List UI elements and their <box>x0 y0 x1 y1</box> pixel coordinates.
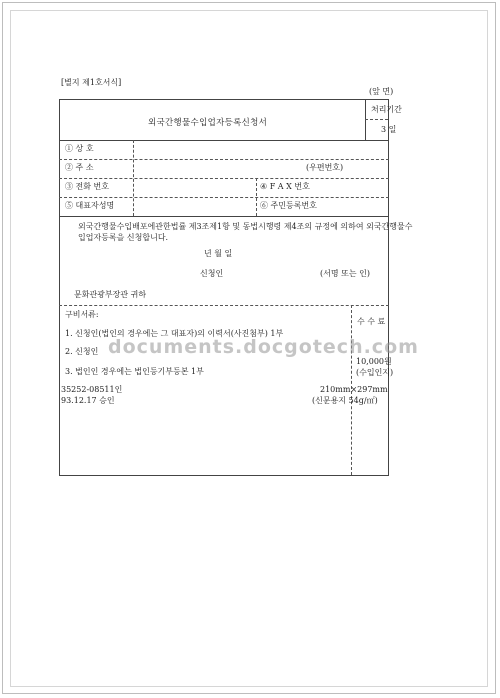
required-docs-title: 구비서류: <box>65 310 99 319</box>
trade-name-label: ① 상 호 <box>65 144 94 153</box>
form-left-border <box>59 99 60 476</box>
fee-amount: 10,000원 <box>356 357 392 366</box>
front-side-label: (앞 면) <box>369 87 394 96</box>
required-doc-2: 2. 신청인 <box>65 347 99 356</box>
form-right-border <box>388 99 389 476</box>
postal-code-label: (우편번호) <box>306 163 344 172</box>
processing-period-value: 3 일 <box>381 125 397 134</box>
fee-label: 수 수 료 <box>357 317 386 326</box>
paper-type: (신문용지 54g/㎡) <box>312 396 378 405</box>
address-label: ② 주 소 <box>65 163 94 172</box>
row-divider-1 <box>59 159 389 160</box>
statement-bottom-border <box>59 305 389 306</box>
middle-column-divider <box>256 178 257 216</box>
label-column-divider <box>133 140 134 216</box>
form-bottom-border <box>59 475 389 476</box>
fax-label: ④ F A X 번호 <box>260 182 310 191</box>
required-doc-3: 3. 법인인 경우에는 법인등기부등본 1부 <box>65 367 204 376</box>
fee-note: (수입인지) <box>356 368 394 377</box>
resident-number-label: ⑥ 주민등록번호 <box>260 201 317 210</box>
processing-dash <box>365 119 388 120</box>
date-line: 년 월 일 <box>204 249 233 258</box>
form-title: 외국간행물수입업자등록신청서 <box>148 118 268 128</box>
application-statement: 외국간행물수입배포에관한법률 제3조제1항 및 동법시행령 제4조의 규정에 의하여 외국간행물수입업자등록을 신청합니다. <box>78 222 413 242</box>
representative-label: ⑤ 대표자성명 <box>65 201 115 210</box>
signature-label: (서명 또는 인) <box>320 269 370 278</box>
required-doc-1: 1. 신청인(법인의 경우에는 그 대표자)의 이력서(사진첨부) 1부 <box>65 329 284 338</box>
form-code-number: 35252-08511인 <box>61 385 123 394</box>
form-top-border <box>59 99 389 100</box>
applicant-label: 신청인 <box>200 269 224 278</box>
form-code: [별지 제1호서식] <box>61 78 122 87</box>
paper-size: 210mm×297mm <box>320 385 388 394</box>
row-divider-2 <box>59 178 389 179</box>
watermark: documents.docgotech.com <box>108 336 419 358</box>
row-divider-3 <box>59 197 389 198</box>
row-divider-4 <box>59 216 389 217</box>
phone-label: ③ 전화 번호 <box>65 182 109 191</box>
processing-period-label: 처리기간 <box>371 105 402 114</box>
title-bottom-border <box>59 140 389 141</box>
approval-date: 93.12.17 승인 <box>61 396 115 405</box>
addressee: 문화관광부장관 귀하 <box>74 290 147 299</box>
